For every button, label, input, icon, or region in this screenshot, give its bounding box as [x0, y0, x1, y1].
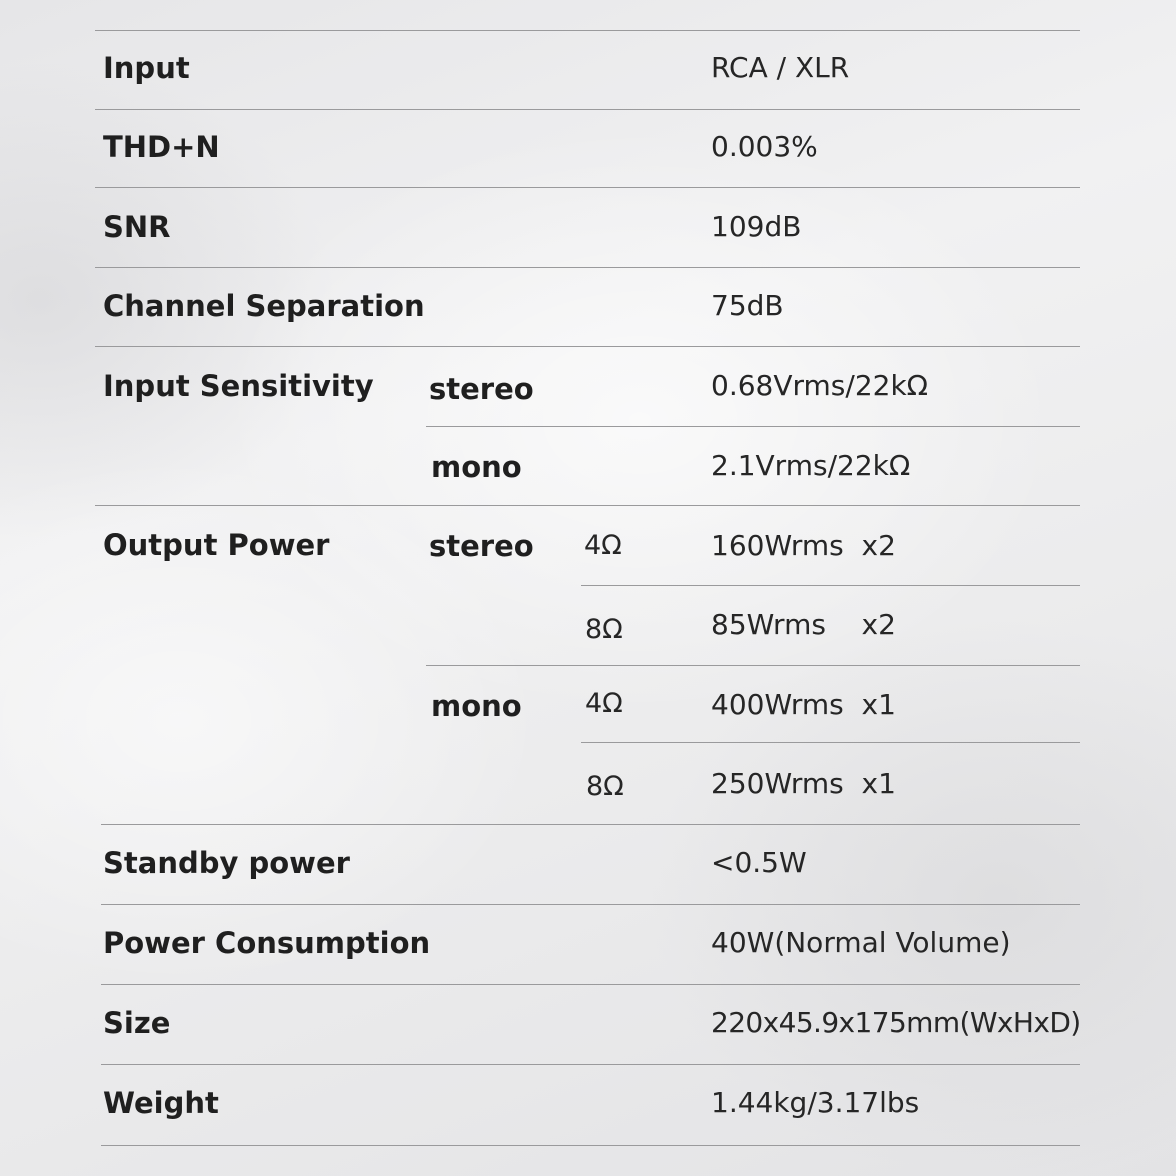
divider: [95, 187, 1080, 188]
divider: [95, 505, 1080, 506]
spec-value: 0.68Vrms/22kΩ: [711, 369, 929, 402]
spec-value: 160Wrms x2: [711, 529, 896, 562]
divider: [581, 585, 1080, 586]
spec-value: 400Wrms x1: [711, 688, 896, 721]
mode-label-mono: mono: [431, 450, 522, 484]
impedance-label: 8Ω: [585, 614, 623, 645]
spec-value: 1.44kg/3.17lbs: [711, 1086, 920, 1119]
spec-value: 109dB: [711, 210, 802, 243]
spec-label: Weight: [103, 1086, 219, 1120]
divider: [101, 1145, 1080, 1146]
divider: [95, 267, 1080, 268]
spec-value: 75dB: [711, 289, 784, 322]
impedance-label: 8Ω: [586, 771, 624, 802]
spec-label: Size: [103, 1006, 171, 1040]
spec-label: Input: [103, 51, 190, 85]
spec-value: RCA / XLR: [711, 51, 850, 84]
impedance-label: 4Ω: [585, 688, 623, 719]
mode-label-stereo: stereo: [429, 529, 534, 563]
spec-value: 40W(Normal Volume): [711, 926, 1011, 959]
spec-label: SNR: [103, 210, 171, 244]
spec-label: THD+N: [103, 130, 220, 164]
spec-value: 2.1Vrms/22kΩ: [711, 449, 911, 482]
spec-value: 85Wrms x2: [711, 608, 896, 641]
spec-value: 220x45.9x175mm(WxHxD): [711, 1006, 1081, 1039]
divider: [426, 426, 1080, 427]
mode-label-mono: mono: [431, 689, 522, 723]
divider: [95, 109, 1080, 110]
spec-label: Power Consumption: [103, 926, 431, 960]
spec-label: Input Sensitivity: [103, 369, 374, 403]
spec-value: <0.5W: [711, 846, 807, 879]
divider: [426, 665, 1080, 666]
divider: [101, 1064, 1080, 1065]
divider: [101, 984, 1080, 985]
spec-label: Channel Separation: [103, 289, 425, 323]
divider: [581, 742, 1080, 743]
divider: [95, 346, 1080, 347]
spec-value: 0.003%: [711, 130, 818, 163]
divider: [101, 904, 1080, 905]
divider: [95, 30, 1080, 31]
mode-label-stereo: stereo: [429, 372, 534, 406]
divider: [101, 824, 1080, 825]
spec-value: 250Wrms x1: [711, 767, 896, 800]
spec-label: Output Power: [103, 528, 330, 562]
spec-label: Standby power: [103, 846, 350, 880]
impedance-label: 4Ω: [584, 530, 622, 561]
